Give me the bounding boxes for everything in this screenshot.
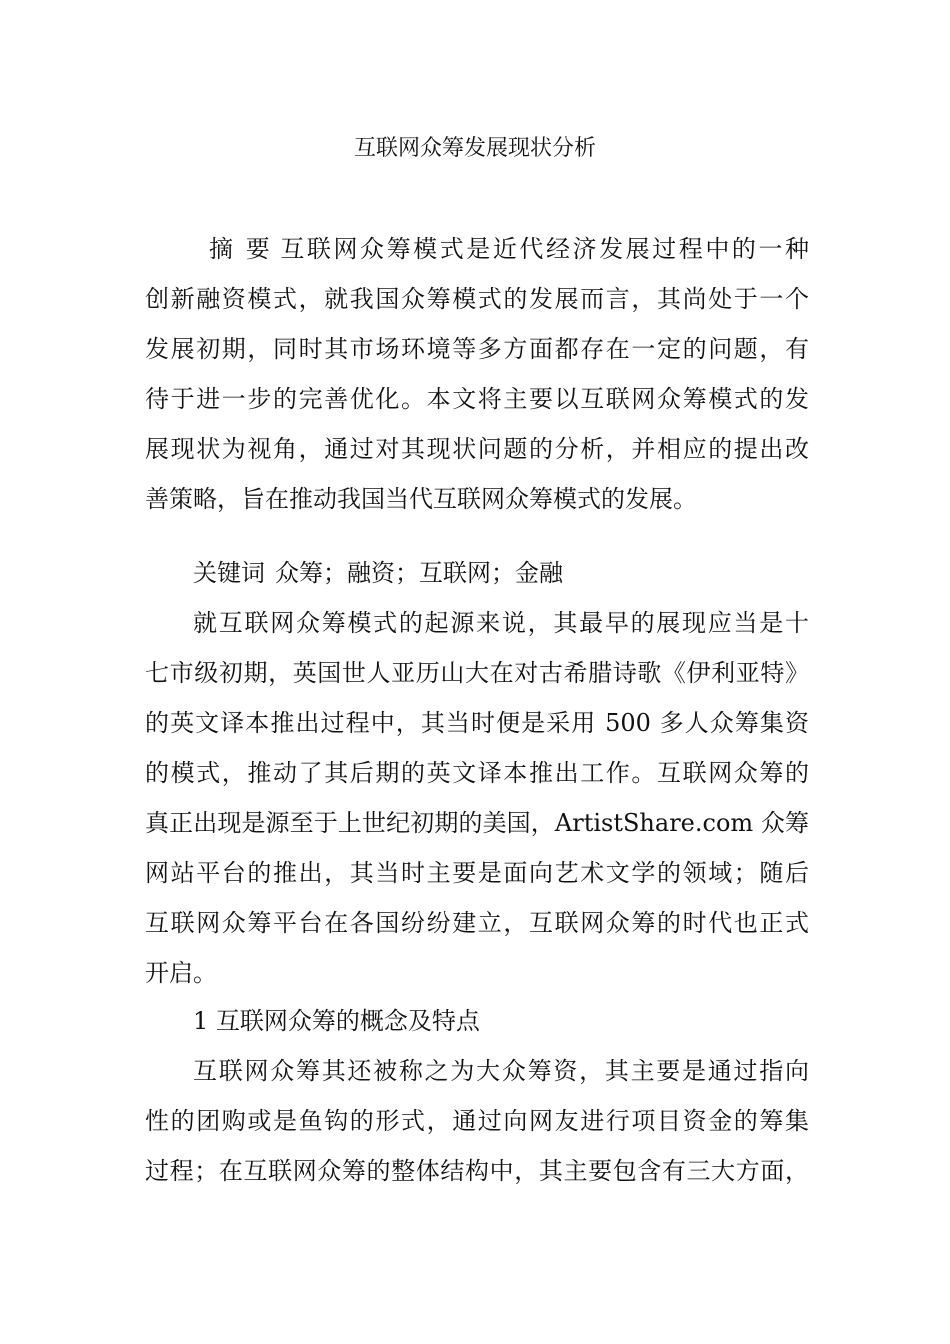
abstract-line: 善策略，旨在推动我国当代互联网众筹模式的发展。	[145, 485, 697, 513]
section-line: 互联网众筹其还被称之为大众筹资，其主要是通过指向	[193, 1057, 809, 1085]
intro-line: 开启。	[145, 959, 217, 987]
intro-line: 的模式，推动了其后期的英文译本推出工作。互联网众筹的	[145, 759, 809, 787]
keywords-label: 关键词	[193, 559, 265, 587]
keywords-block	[145, 548, 809, 598]
intro-paragraph	[145, 598, 809, 998]
section-1-heading-block	[145, 996, 809, 1046]
section-line: 过程；在互联网众筹的整体结构中，其主要包含有三大方面，	[145, 1157, 809, 1185]
abstract-line: 创新融资模式，就我国众筹模式的发展而言，其尚处于一个	[145, 285, 809, 313]
document-title: 互联网众筹发展现状分析	[353, 136, 596, 161]
abstract-line	[145, 224, 809, 274]
abstract-line: 展现状为视角，通过对其现状问题的分析，并相应的提出改	[145, 435, 809, 463]
abstract-block	[145, 224, 809, 524]
section-1-paragraph	[145, 1046, 809, 1196]
intro-line: 七市级初期，英国世人亚历山大在对古希腊诗歌《伊利亚特》	[145, 659, 809, 687]
abstract-line-text: 互联网众筹模式是近代经济发展过程中的一种	[280, 235, 810, 263]
section-heading: 1 互联网众筹的概念及特点	[193, 1007, 480, 1035]
intro-line: 的英文译本推出过程中，其当时便是采用 500 多人众筹集资	[145, 709, 809, 737]
intro-line: 网站平台的推出，其当时主要是面向艺术文学的领域；随后	[145, 859, 809, 887]
abstract-line: 待于进一步的完善优化。本文将主要以互联网众筹模式的发	[145, 385, 809, 413]
abstract-label: 摘 要	[209, 235, 273, 263]
intro-line: 真正出现是源至于上世纪初期的美国，ArtistShare.com 众筹	[145, 809, 809, 837]
keywords-text: 众筹；融资；互联网；金融	[275, 559, 563, 587]
intro-line: 就互联网众筹模式的起源来说，其最早的展现应当是十	[193, 609, 809, 637]
intro-line: 互联网众筹平台在各国纷纷建立，互联网众筹的时代也正式	[145, 909, 809, 937]
abstract-line: 发展初期，同时其市场环境等多方面都存在一定的问题，有	[145, 335, 809, 363]
keywords-line	[145, 548, 809, 598]
section-line: 性的团购或是鱼钩的形式，通过向网友进行项目资金的筹集	[145, 1107, 809, 1135]
